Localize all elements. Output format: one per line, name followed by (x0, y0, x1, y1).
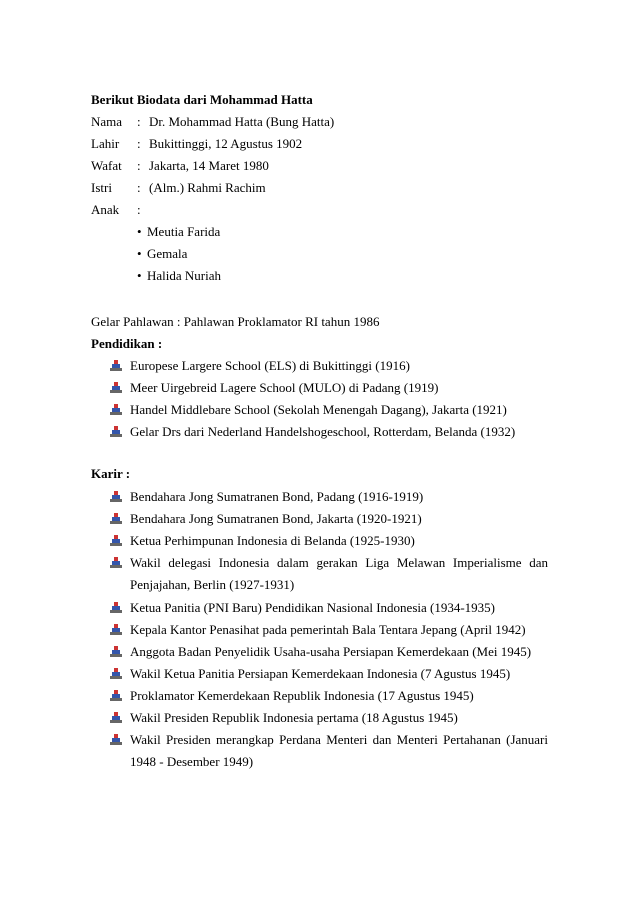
bio-value: Bukittinggi, 12 Agustus 1902 (149, 136, 303, 151)
pendidikan-text: Europese Largere School (ELS) di Bukittinggi (1916) (130, 358, 410, 373)
bio-row-lahir (91, 133, 302, 155)
arrow-bullet-icon (110, 602, 122, 614)
bio-separator: : (137, 180, 141, 195)
bio-label: Lahir (91, 136, 120, 151)
bio-row-wafat (91, 155, 269, 177)
pendidikan-text: Handel Middlebare School (Sekolah Menengah Dagang), Jakarta (1921) (130, 402, 507, 417)
bio-label: Wafat (91, 158, 122, 173)
karir-text: Bendahara Jong Sumatranen Bond, Jakarta (1920-1921) (130, 511, 422, 526)
arrow-bullet-icon (110, 513, 122, 525)
bio-separator: : (137, 158, 141, 173)
arrow-bullet-icon (110, 712, 122, 724)
arrow-bullet-icon (110, 382, 122, 394)
bio-separator: : (137, 114, 141, 129)
child-name: Gemala (147, 246, 188, 261)
arrow-bullet-icon (110, 690, 122, 702)
karir-text: Ketua Perhimpunan Indonesia di Belanda (1925-1930) (130, 533, 415, 548)
bio-value: Dr. Mohammad Hatta (Bung Hatta) (149, 114, 335, 129)
karir-heading: Karir : (91, 466, 131, 481)
child-list-item (137, 265, 221, 287)
arrow-bullet-icon (110, 491, 122, 503)
bio-row-istri (91, 177, 266, 199)
karir-text: Wakil delegasi Indonesia dalam gerakan Liga Melawan Imperialisme dan Penjajahan, Berlin (1927-1931) (130, 555, 548, 592)
child-name: Halida Nuriah (147, 268, 222, 283)
karir-text: Wakil Presiden merangkap Perdana Menteri dan Menteri Pertahanan (Januari 1948 - Desember 1949) (130, 732, 548, 769)
karir-text: Kepala Kantor Penasihat pada pemerintah Bala Tentara Jepang (April 1942) (130, 622, 526, 637)
bullet-dot-icon: • (137, 224, 142, 239)
arrow-bullet-icon (110, 734, 122, 746)
arrow-bullet-icon (110, 404, 122, 416)
bio-separator: : (137, 136, 141, 151)
child-list-item (137, 243, 187, 265)
arrow-bullet-icon (110, 646, 122, 658)
karir-text: Proklamator Kemerdekaan Republik Indonesia (17 Agustus 1945) (130, 688, 474, 703)
arrow-bullet-icon (110, 624, 122, 636)
bio-row-nama (91, 111, 334, 133)
karir-text: Wakil Ketua Panitia Persiapan Kemerdekaan Indonesia (7 Agustus 1945) (130, 666, 511, 681)
bio-separator: : (137, 202, 141, 217)
arrow-bullet-icon (110, 557, 122, 569)
arrow-bullet-icon (110, 360, 122, 372)
arrow-bullet-icon (110, 535, 122, 547)
karir-text: Anggota Badan Penyelidik Usaha-usaha Persiapan Kemerdekaan (Mei 1945) (130, 644, 532, 659)
child-list-item (137, 221, 220, 243)
bio-value: (Alm.) Rahmi Rachim (149, 180, 266, 195)
arrow-bullet-icon (110, 668, 122, 680)
karir-text: Ketua Panitia (PNI Baru) Pendidikan Nasional Indonesia (1934-1935) (130, 600, 496, 615)
pendidikan-text: Gelar Drs dari Nederland Handelshogeschool, Rotterdam, Belanda (1932) (130, 424, 516, 439)
arrow-bullet-icon (110, 426, 122, 438)
pendidikan-text: Meer Uirgebreid Lagere School (MULO) di Padang (1919) (130, 380, 439, 395)
bullet-dot-icon: • (137, 246, 142, 261)
karir-text: Bendahara Jong Sumatranen Bond, Padang (1916-1919) (130, 489, 424, 504)
document-title: Berikut Biodata dari Mohammad Hatta (91, 92, 313, 107)
bio-value: Jakarta, 14 Maret 1980 (149, 158, 269, 173)
bio-row-anak (91, 199, 149, 221)
gelar-pahlawan: Gelar Pahlawan : Pahlawan Proklamator RI tahun 1986 (91, 314, 380, 329)
bio-label: Nama (91, 114, 123, 129)
karir-text: Wakil Presiden Republik Indonesia pertama (18 Agustus 1945) (130, 710, 458, 725)
bio-label: Anak (91, 202, 120, 217)
bio-label: Istri (91, 180, 112, 195)
bullet-dot-icon: • (137, 268, 142, 283)
child-name: Meutia Farida (147, 224, 221, 239)
pendidikan-heading: Pendidikan : (91, 336, 163, 351)
